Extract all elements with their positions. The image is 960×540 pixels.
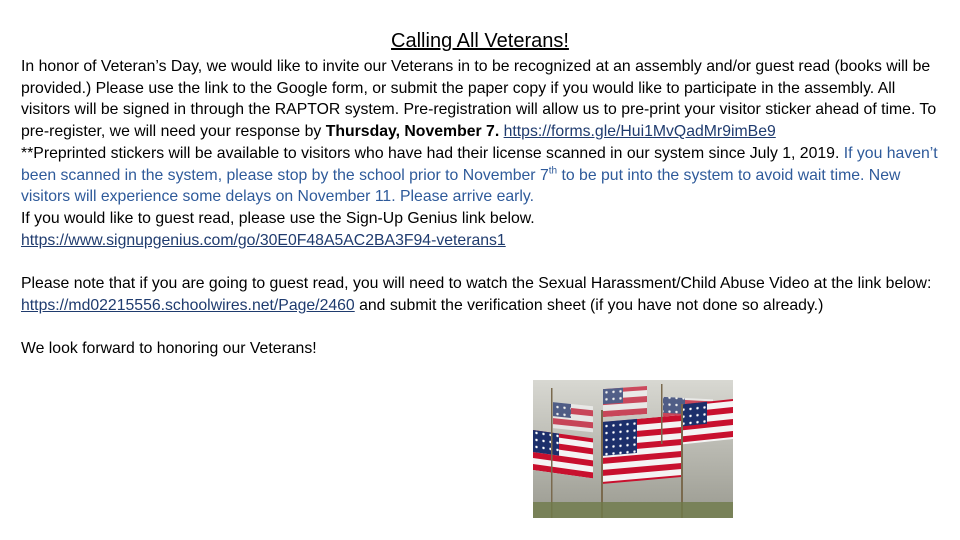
guest-read-paragraph [21,208,941,230]
google-form-link[interactable]: https://forms.gle/Hui1MvQadMr9imBe9 [503,123,776,141]
video-paragraph [21,273,941,295]
scan-notice: If you haven’t been scanned in the system, please stop by the school prior to November 7th to be put into the system to avoid wait time. New visitors will experience some delays on November 11. Please arrive early. [21,144,938,206]
deadline-text: Thursday, November 7. [325,123,500,141]
sticker-paragraph [21,143,941,208]
video-text: Please note that if you are going to guest read, you will need to watch the Sexual Harassment/Child Abuse Video at the link below: [21,275,932,293]
video-link[interactable]: https://md02215556.schoolwires.net/Page/2460 [21,296,355,314]
document-body [21,56,941,360]
intro-paragraph [21,56,941,143]
page-title: Calling All Veterans! [391,30,569,52]
guest-read-text: If you would like to guest read, please use the Sign-Up Genius link below. [21,209,535,227]
flags-image [533,380,733,518]
signup-genius-link[interactable]: https://www.signupgenius.com/go/30E0F48A5AC2BA3F94-veterans1 [21,231,506,249]
intro-text: In honor of Veteran’s Day, we would like to invite our Veterans in to be recognized at an assembly and/or guest read (books will be provided.) Please use the link to the Google form, or submit the paper copy if you would like to participate in the assembly. All visitors will be signed in through the RAPTOR system. Pre-registration will allow us to pre-print your visitor sticker ahead of time. To pre-register, we will need your response by [21,58,937,141]
closing-text: We look forward to honoring our Veterans! [21,340,317,358]
video-link-line [21,295,941,317]
american-flags-photo [533,380,733,518]
sticker-text: **Preprinted stickers will be available to visitors who have had their license scanned in our system since July 1, 2019. [21,144,844,162]
verification-text: and submit the verification sheet (if you have not done so already.) [354,296,824,314]
